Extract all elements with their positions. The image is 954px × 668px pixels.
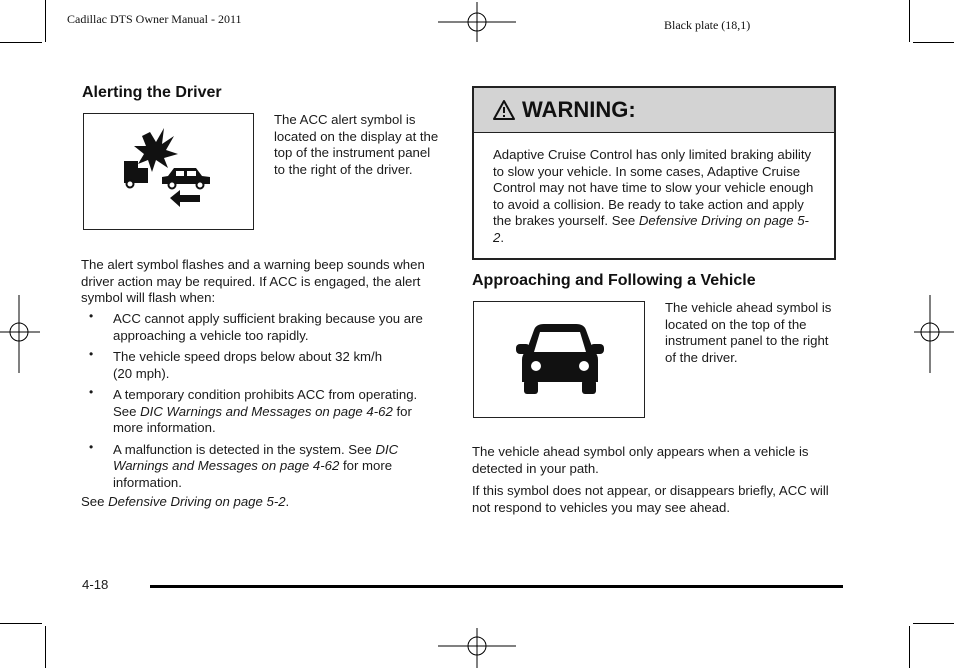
vehicle-ahead-icon bbox=[474, 302, 643, 416]
bullet-glyph: • bbox=[89, 309, 94, 323]
crop-mark bbox=[909, 0, 910, 42]
cross-reference-link[interactable]: DIC Warnings and Messages on page 4-62 bbox=[140, 403, 393, 419]
list-item bbox=[81, 439, 441, 492]
crop-mark bbox=[913, 623, 954, 624]
collision-alert-icon bbox=[84, 114, 252, 228]
registration-target-icon bbox=[0, 295, 44, 373]
crop-mark bbox=[0, 42, 42, 43]
list-item-text: ACC cannot apply sufficient braking because you are approaching a vehicle too rapidly. bbox=[113, 311, 423, 343]
crop-mark bbox=[45, 626, 46, 668]
vehicle-ahead-symbol-box bbox=[473, 301, 645, 418]
registration-target-icon bbox=[910, 295, 954, 373]
registration-target-icon bbox=[438, 2, 516, 46]
warning-period: . bbox=[500, 229, 505, 245]
alert-icon-caption: The ACC alert symbol is located on the display at the top of the instrument panel to the right of the driver. bbox=[274, 112, 439, 177]
cross-reference-link[interactable]: Defensive Driving on page 5-2 bbox=[108, 494, 286, 509]
vehicle-icon-caption: The vehicle ahead symbol is located on the top of the instrument panel to the right of the driver. bbox=[665, 300, 832, 365]
warning-title: WARNING: bbox=[522, 97, 636, 122]
cross-reference-link[interactable]: Defensive Driving on page 5-2 bbox=[493, 213, 809, 245]
bullet-glyph: • bbox=[89, 439, 94, 454]
section-heading-approaching: Approaching and Following a Vehicle bbox=[472, 272, 756, 289]
page-number: 4-18 bbox=[82, 577, 109, 592]
warning-text: Adaptive Cruise Control has only limited braking ability to slow your vehicle. In some cases, Adaptive Cruise Control may not have time to slow your vehicle enough to avoid a collision. Be ready to take action and apply the brakes yourself. See bbox=[493, 147, 814, 228]
see-also-line bbox=[81, 494, 441, 511]
list-item bbox=[81, 311, 441, 344]
crop-mark bbox=[913, 42, 954, 43]
warning-triangle-icon bbox=[492, 99, 516, 121]
plate-label: Black plate (18,1) bbox=[664, 18, 751, 32]
vehicle-ahead-paragraph-1: The vehicle ahead symbol only appears when a vehicle is detected in your path. bbox=[472, 444, 809, 476]
list-item bbox=[81, 387, 441, 437]
list-item bbox=[81, 349, 441, 382]
footer-rule bbox=[150, 585, 843, 588]
bullet-glyph: • bbox=[89, 347, 94, 361]
crop-mark bbox=[909, 626, 910, 668]
section-heading-alerting: Alerting the Driver bbox=[82, 84, 222, 101]
registration-target-icon bbox=[438, 624, 516, 668]
list-item-text: The vehicle speed drops below about 32 km/h bbox=[113, 349, 383, 364]
see-period: . bbox=[285, 494, 290, 509]
crop-mark bbox=[45, 0, 46, 42]
crop-mark bbox=[0, 623, 42, 624]
bullet-glyph: • bbox=[89, 385, 94, 399]
warning-box bbox=[472, 86, 836, 260]
list-item-text: A malfunction is detected in the system. See bbox=[113, 441, 376, 457]
see-label: See bbox=[81, 494, 109, 509]
manual-title: Cadillac DTS Owner Manual - 2011 bbox=[67, 12, 242, 26]
list-item-text: A temporary condition prohibits ACC from operating. See bbox=[113, 387, 418, 419]
warning-header bbox=[474, 88, 834, 133]
alert-intro-paragraph: The alert symbol flashes and a warning beep sounds when driver action may be required. If ACC is engaged, the alert symbol will flash when: bbox=[81, 257, 425, 305]
list-item-text: (20 mph). bbox=[113, 365, 170, 381]
warning-body bbox=[474, 133, 834, 246]
cross-reference-link[interactable]: DIC Warnings and Messages on page 4-62 bbox=[113, 441, 399, 473]
alert-symbol-box bbox=[83, 113, 254, 230]
list-item-text: for more information. bbox=[113, 403, 412, 435]
alert-conditions-list bbox=[81, 311, 441, 496]
vehicle-ahead-paragraph-2: If this symbol does not appear, or disappears briefly, ACC will not respond to vehicles you may see ahead. bbox=[472, 483, 829, 515]
list-item-text: for more information. bbox=[113, 458, 393, 490]
